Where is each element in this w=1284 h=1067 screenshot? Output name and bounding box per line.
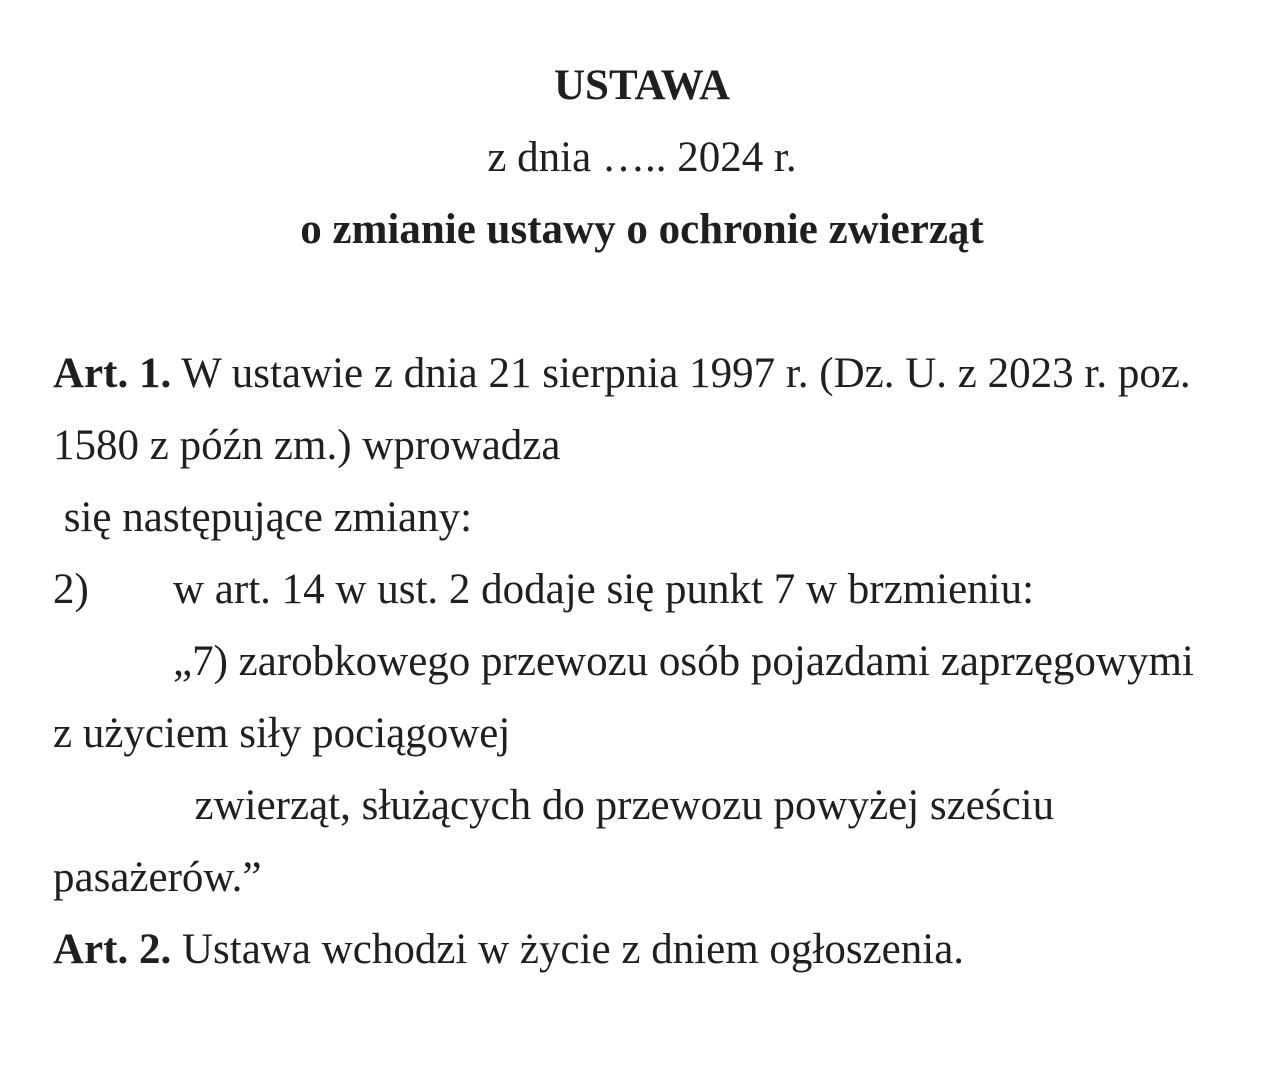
text-run-bold: Art. 1. (53, 350, 172, 397)
text-run-bold: o zmianie ustawy o ochronie zwierząt (300, 206, 984, 253)
document-line (53, 626, 1231, 698)
document-line (53, 122, 1231, 194)
text-run-bold: USTAWA (553, 62, 731, 109)
document-line (53, 194, 1231, 266)
text-run: Ustawa wchodzi w życie z dniem ogłoszenia. (171, 926, 965, 973)
text-run: z użyciem siły pociągowej (53, 710, 511, 757)
text-run: zwierząt, służących do przewozu powyżej sześciu (53, 782, 1055, 829)
blank-line (53, 266, 1231, 338)
document-line (53, 410, 1231, 482)
text-run: z dnia ….. 2024 r. (487, 134, 797, 181)
text-run: 2) w art. 14 w ust. 2 dodaje się punkt 7 w brzmieniu: (53, 566, 1035, 613)
document-line (53, 698, 1231, 770)
text-run: W ustawie z dnia 21 sierpnia 1997 r. (Dz. U. z 2023 r. poz. (171, 350, 1191, 397)
document-line (53, 842, 1231, 914)
text-run: się następujące zmiany: (53, 494, 473, 541)
document-line (53, 770, 1231, 842)
text-run-bold: Art. 2. (53, 926, 172, 973)
document-line (53, 50, 1231, 122)
text-run: pasażerów.” (53, 854, 262, 901)
text-run: 1580 z późn zm.) wprowadza (53, 422, 561, 469)
document-body (53, 50, 1231, 986)
document-line (53, 482, 1231, 554)
text-run: „7) zarobkowego przewozu osób pojazdami zaprzęgowymi (53, 638, 1194, 685)
document-line (53, 338, 1231, 410)
document-line (53, 914, 1231, 986)
document-line (53, 554, 1231, 626)
